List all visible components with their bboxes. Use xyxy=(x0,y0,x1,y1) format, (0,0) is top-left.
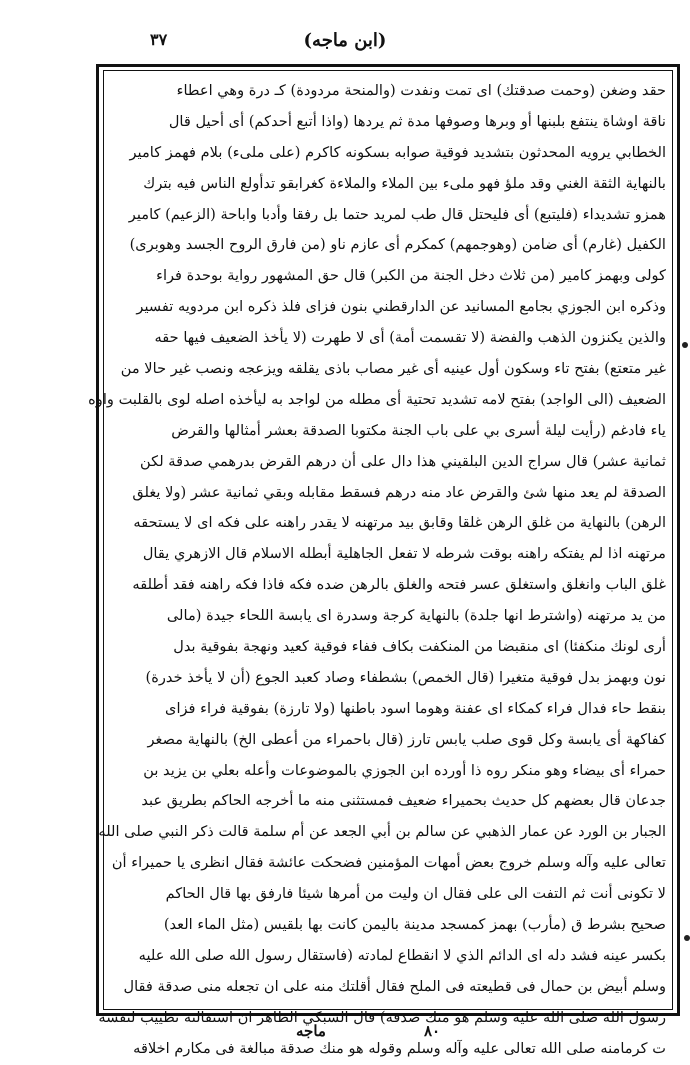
signature-catchword: ماجه xyxy=(296,1022,326,1040)
text-line: الجبار بن الورد عن عمار الذهبي عن سالم بن أبي الجعد عن أم سلمة قالت ذكر النبي صلى الله xyxy=(98,823,666,841)
text-line: كفاكهة أى يابسة وكل قوى صلب يابس تارز (قال باحمراء من أعطى الخ) بالنهاية مصغر xyxy=(147,730,666,748)
text-line: بالنهاية الثقة الغني وقد ملؤ فهو ملىء بين الملاء والملاءة كغرابقو تدأولع الناس فيه بترك xyxy=(143,174,666,192)
text-line: رسول الله صلى الله عليه وسلم هو منك صدقة) قال السبكي الظاهر ان استقالته تطييب لنفسه xyxy=(98,1008,666,1026)
text-line: مرتهنه اذا لم يفتكه راهنه بوقت شرطه لا تفعل الجاهلية أبطله الاسلام قال الازهري يقال xyxy=(142,545,666,563)
text-line: وذكره ابن الجوزي بجامع المسانيد عن الدارقطني بنون فزاى فلذ ذكره ابن مردويه تفسير xyxy=(136,298,666,316)
ink-mark xyxy=(682,342,688,348)
text-line: والذين يكنزون الذهب والفضة (لا تقسمت أمة) أى لا طهرت (لا يأخذ الضعيف فيها حقه xyxy=(154,329,666,347)
text-line: لا تكونى أنت ثم التفت الى على فقال ان وليت من أمرها شيئا فارفق بها قال الحاكم xyxy=(165,885,666,903)
text-line: الضعيف (الى الواجد) بفتح لامه تشديد تحتية أى مطله من لواجد به ليأخذه اصله لوى بالقلبت واوه xyxy=(88,390,666,408)
text-line: نون وبهمز بدل فوقية متغيرا (قال الخمص) بشطفاء وصاد كعبد الجوع (أن لا يأخذ خدرة) xyxy=(145,668,666,686)
text-line: همزو تشديداء (فليتبع) أى فليحتل قال طب لمريد حتما بل رفقا وأدبا واباحة (الزعيم) كامير xyxy=(128,205,666,223)
text-line: صحيح بشرط ق (مأرب) بهمز كمسجد مدينة باليمن كانت بها بلقيس (مثل الماء العد) xyxy=(163,916,666,934)
text-line: الصدقة لم يعد منها شئ والقرض عاد منه درهم فسقط مقابله وبقي ثمانية عشر (ولا يغلق xyxy=(132,483,666,501)
text-line: بكسر عينه فشد دله اى الدائم الذي لا انقطاع لمادته (فاستقال رسول الله صلى الله عليه xyxy=(138,946,666,964)
ink-mark xyxy=(684,935,690,941)
text-line: الكفيل (غارم) أى ضامن (وهوجمهم) كمكرم أى عازم ناو (من فارق الروح الجسد وهوبرى) xyxy=(129,236,666,254)
text-line: وسلم أبيض بن حمال فى قطيعته فى الملح فقال أقلتك منه على ان تجعله منى صدقة فقال xyxy=(123,977,666,995)
text-line: جدعان قال بعضهم كل حديث بحميراء ضعيف فمستثنى منه ما أخرجه الحاكم بطريق عبد xyxy=(141,792,666,810)
text-line: ياء فادغم (رأيت ليلة أسرى بي على باب الجنة مكتوبا الصدقة بعشر أمثالها والقرض xyxy=(171,421,666,439)
text-line: ناقة اوشاة ينتفع بلبنها أو وبرها وصوفها مدة ثم يردها (واذا أتبع أحدكم) أى أحيل قال xyxy=(168,112,666,130)
text-line: بنقط حاء فدال فراء كمكاء اى عفنة وهوما اسود باطنها (ولا تارزة) بفوقية فراء فزاى xyxy=(165,699,666,717)
text-line: ت كرمامنه صلى الله تعالى عليه وآله وسلم وقوله هو منك صدقة مبالغة فى مكارم اخلاقه xyxy=(133,1039,666,1057)
text-line: حمراء أى بيضاء وهو منكر روه ذا أورده ابن الجوزي بالموضوعات وأعله بعلي بن يزيد بن xyxy=(143,761,666,779)
text-line: الخطابي يرويه المحدثون بتشديد فوقية صوابه بسكونه كاكرم (على ملىء) بلام فهمز كامير xyxy=(129,143,666,161)
text-line: كولى وبهمز كامير (من ثلاث دخل الجنة من الكبر) قال حق المشهور رواية بوحدة فراء xyxy=(156,267,666,285)
text-line: أرى لونك منكفئا) اى منقبضا من المنكفت بكاف ففاء فوقية كعيد ونهجة بفوقية بدل xyxy=(173,638,666,656)
page-number: ٨٠ xyxy=(424,1022,441,1040)
text-line: غير متعتع) بفتح تاء وسكون أول عينيه أى غير مصاب باذى يقلقه ويزعجه ونصب غير حالا من xyxy=(120,360,666,378)
running-head: (ابن ماجه) xyxy=(303,30,387,51)
text-line: تعالى عليه وآله وسلم خروج بعض أمهات المؤمنين فضحكت عائشة فقال انظرى يا حميراء أن xyxy=(111,854,666,872)
text-line: غلق الباب وانغلق واستغلق عسر فتحه والغلق بالرهن ضده فكه فاذا فكه راهنه فقد أطلقه xyxy=(132,576,666,594)
folio-number: ٣٧ xyxy=(150,30,168,49)
text-line: الرهن) بالنهاية من غلق الرهن غلقا وقابق بيد مرتهنه لا يقدر راهنه على فكه اى لا يستحقه xyxy=(133,514,666,532)
text-line: ثمانية عشر) قال سراج الدين البلقيني هذا دال على أن درهم القرض بدرهمي صدقة لكن xyxy=(140,452,666,470)
text-line: حقد وضغن (وحمت صدقتك) اى تمت ونفدت (والمنحة مردودة) كـ درة وهي اعطاء xyxy=(176,82,666,99)
text-line: من يد مرتهنه (واشترط انها جلدة) بالنهاية كرجة وسدرة اى يابسة اللحاء جيدة (مالى xyxy=(166,607,666,625)
